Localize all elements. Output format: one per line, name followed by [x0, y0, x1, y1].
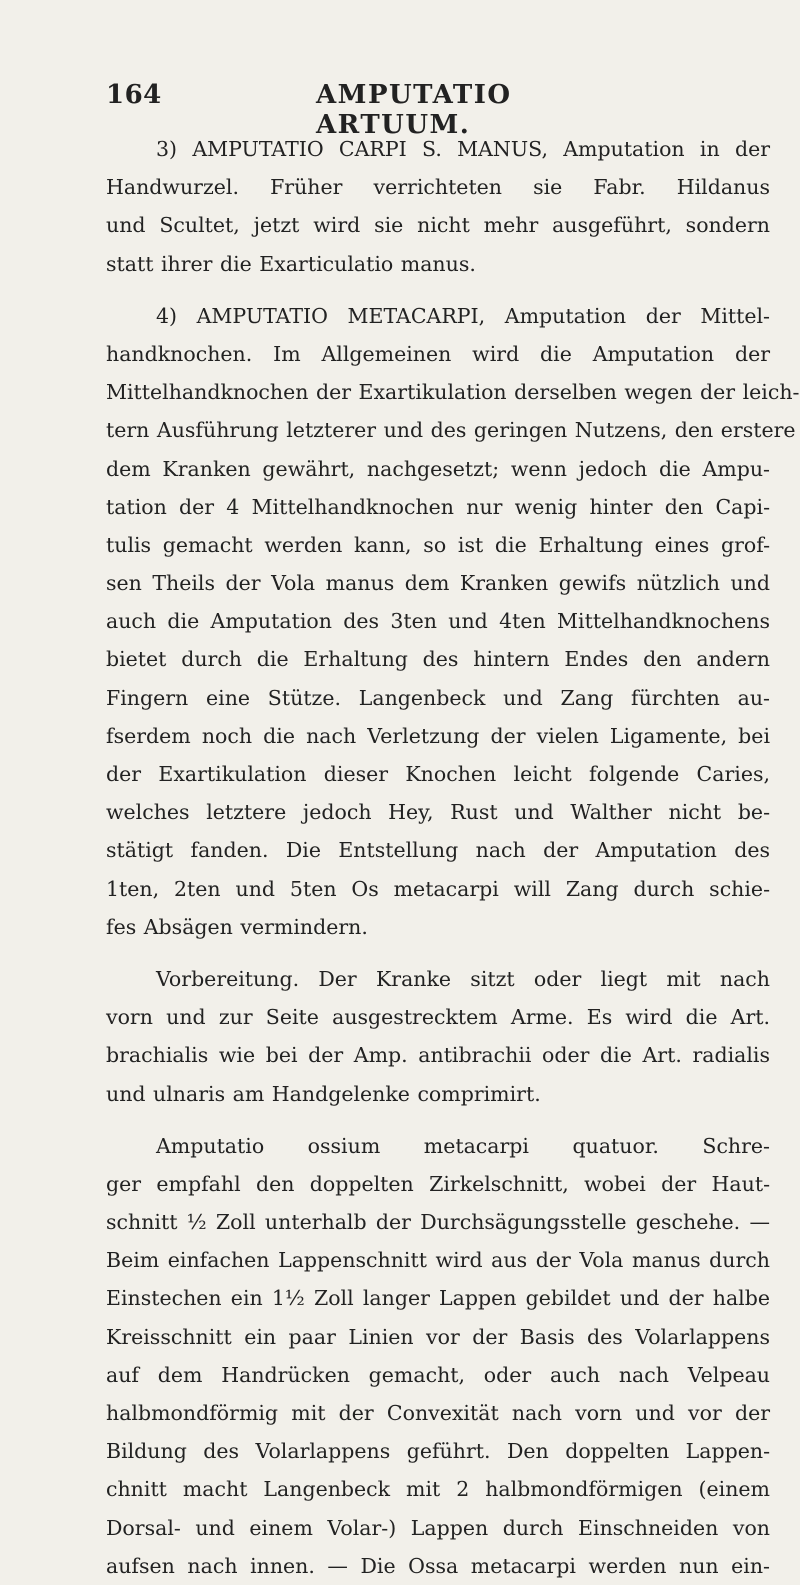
- text-line: Einstechen ein 1½ Zoll langer Lappen gebildet und der halbe: [106, 1286, 770, 1311]
- text-line: auch die Amputation des 3ten und 4ten Mittelhandknochens: [106, 609, 770, 634]
- text-line: Beim einfachen Lappenschnitt wird aus der Vola manus durch: [106, 1248, 770, 1273]
- text-line: tulis gemacht werden kann, so ist die Erhaltung eines grof-: [106, 532, 770, 557]
- text-line: auf dem Handrücken gemacht, oder auch nach Velpeau: [106, 1362, 770, 1387]
- text-line: Mittelhandknochen der Exartikulation derselben wegen der leich-: [106, 380, 800, 405]
- text-line: Handwurzel. Früher verrichteten sie Fabr. Hildanus: [106, 175, 770, 200]
- paragraph-amputatio-metacarpi: [106, 297, 800, 946]
- text-line: dem Kranken gewährt, nachgesetzt; wenn jedoch die Ampu-: [106, 456, 770, 481]
- text-line: vorn und zur Seite ausgestrecktem Arme. Es wird die Art.: [106, 1005, 770, 1030]
- text-line: und ulnaris am Handgelenke comprimirt.: [106, 1081, 541, 1106]
- text-line: schnitt ½ Zoll unterhalb der Durchsägungsstelle geschehe. —: [106, 1210, 770, 1235]
- text-line: handknochen. Im Allgemeinen wird die Amputation der: [106, 341, 770, 366]
- text-line: Fingern eine Stütze. Langenbeck und Zang fürchten au-: [106, 685, 770, 710]
- text-line: aufsen nach innen. — Die Ossa metacarpi werden nun ein-: [106, 1553, 770, 1578]
- text-line: chnitt macht Langenbeck mit 2 halbmondförmigen (einem: [106, 1477, 770, 1502]
- text-line: 3) AMPUTATIO CARPI S. MANUS, Amputation in der: [156, 137, 770, 161]
- text-line: Amputatio ossium metacarpi quatuor. Schre-: [156, 1133, 770, 1158]
- text-line: fserdem noch die nach Verletzung der vielen Ligamente, bei: [106, 723, 770, 748]
- text-line: tation der 4 Mittelhandknochen nur wenig hinter den Capi-: [106, 494, 770, 519]
- text-line: der Exartikulation dieser Knochen leicht folgende Caries,: [106, 762, 770, 786]
- text-line: Bildung des Volarlappens geführt. Den doppelten Lappen-: [106, 1439, 770, 1464]
- text-line: und Scultet, jetzt wird sie nicht mehr ausgeführt, sondern: [106, 213, 770, 238]
- text-line: bietet durch die Erhaltung des hintern Endes den andern: [106, 647, 770, 672]
- text-line: ger empfahl den doppelten Zirkelschnitt, wobei der Haut-: [106, 1171, 770, 1196]
- text-line: 1ten, 2ten und 5ten Os metacarpi will Zang durch schie-: [106, 876, 770, 901]
- paragraph-vorbereitung: [106, 960, 770, 1113]
- page-number: 164: [106, 80, 162, 110]
- page-header: [106, 80, 666, 140]
- text-line: fes Absägen vermindern.: [106, 914, 368, 939]
- text-line: stätigt fanden. Die Entstellung nach der Amputation des: [106, 838, 770, 863]
- body-text: [106, 130, 800, 1585]
- text-line: statt ihrer die Exarticulatio manus.: [106, 251, 476, 276]
- text-line: halbmondförmig mit der Convexität nach vorn und vor der: [106, 1401, 770, 1425]
- paragraph-ossium-metacarpi: [106, 1127, 770, 1585]
- text-line: 4) AMPUTATIO METACARPI, Amputation der Mittel-: [156, 303, 770, 328]
- text-line: brachialis wie bei der Amp. antibrachii oder die Art. radialis: [106, 1043, 770, 1068]
- text-line: sen Theils der Vola manus dem Kranken gewifs nützlich und: [106, 571, 770, 596]
- text-line: tern Ausführung letzterer und des geringen Nutzens, den erstere: [106, 418, 796, 443]
- text-line: Kreisschnitt ein paar Linien vor der Basis des Volarlappens: [106, 1324, 770, 1349]
- text-line: Dorsal- und einem Volar-) Lappen durch Einschneiden von: [106, 1515, 770, 1540]
- running-head: AMPUTATIO ARTUUM.: [316, 80, 512, 140]
- paragraph-amputatio-carpi: [106, 130, 770, 283]
- text-line: welches letztere jedoch Hey, Rust und Walther nicht be-: [106, 800, 770, 825]
- text-line: Vorbereitung. Der Kranke sitzt oder liegt mit nach: [156, 966, 770, 991]
